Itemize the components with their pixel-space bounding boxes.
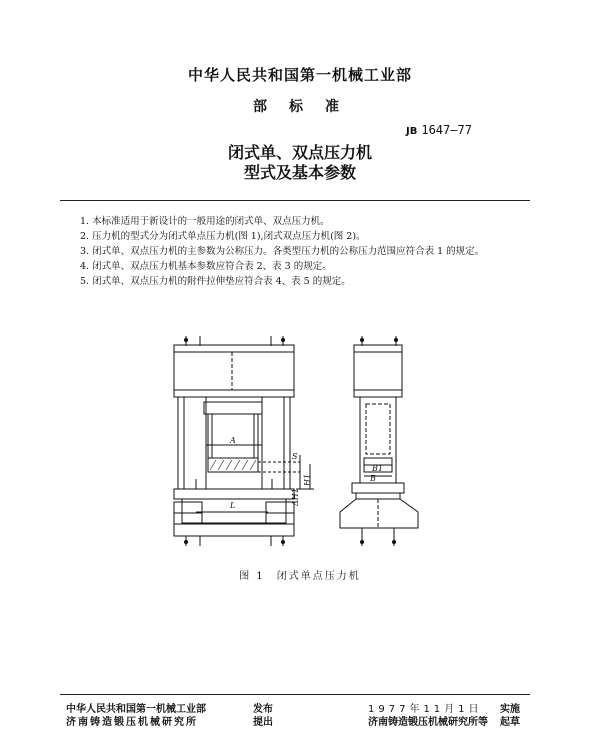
standard-prefix: JB [406,126,418,137]
label-dH1: ΔH1 [291,488,300,506]
document-title-line1: 闭式单、双点压力机 [227,143,372,162]
ministry-name: 中华人民共和国第一机械工业部 [187,66,412,84]
standard-type-label: 部标准 [253,99,361,115]
label-B1: B1 [372,464,383,473]
clause-item: 2. 压力机的型式分为闭式单点压力机(图 1),闭式双点压力机(图 2)。 [80,231,366,242]
label-S: S [292,452,298,461]
drafter-org: 济南铸造锻压机械研究所 [66,717,198,728]
label-A: A [230,436,236,445]
document-title-line2: 型式及基本参数 [243,163,356,182]
label-H1: H1 [303,473,312,486]
label-B: B [370,474,376,483]
label-L: L [230,501,236,510]
footer-divider [60,694,530,695]
drafter-action: 提出 [253,717,273,728]
clause-item: 3. 闭式单、双点压力机的主参数为公称压力。各类型压力机的公称压力范围应符合表 1 的规定。 [80,246,485,257]
author-org: 济南铸造锻压机械研究所等 [368,717,488,728]
effective-action: 实施 [500,704,520,715]
front-view-drawing [174,336,314,546]
issuer-org: 中华人民共和国第一机械工业部 [66,704,206,715]
side-view-drawing [340,336,418,546]
issuer-action: 发布 [253,704,273,715]
clause-item: 4. 闭式单、双点压力机基本参数应符合表 2、表 3 的规定。 [80,261,332,272]
effective-date: 1977年11月1日 [368,704,483,715]
standard-code: 1647—77 [421,123,472,137]
clause-item: 1. 本标准适用于新设计的一般用途的闭式单、双点压力机。 [80,216,330,227]
author-action: 起草 [500,717,520,728]
figure-caption: 图 1 闭式单点压力机 [239,571,361,582]
clause-item: 5. 闭式单、双点压力机的附件拉伸垫应符合表 4、表 5 的规定。 [80,276,351,287]
